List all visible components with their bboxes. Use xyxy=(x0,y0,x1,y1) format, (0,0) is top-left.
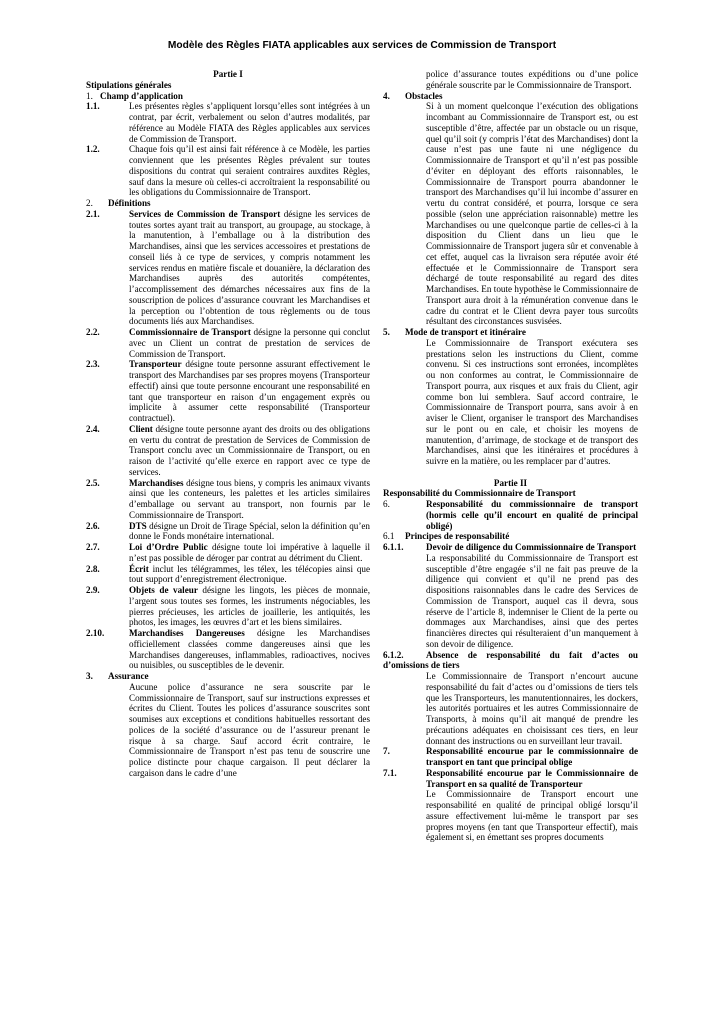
clause-number: 2.9. xyxy=(86,585,100,595)
section-3-text: Aucune police d’assurance ne sera souscrite par le Commissionnaire de Transport, sauf sur instructions expresses et écrites du Client. Toutes les polices d’assurance souscrites sont soumises aux exceptions et conditions habituelles ressortant des polices de la société d’assurance ou de l’assureur prenant le risque à sa charge. Sauf accord écrit contraire, le Commissionnaire de Transport n’est pas tenu de souscrire une police distincte pour chaque cargaison. Il peut déclarer la cargaison dans le cadre d’une xyxy=(129,681,370,778)
section-6 xyxy=(383,499,638,531)
section-6-1 xyxy=(383,531,638,542)
clause-number: 2.5. xyxy=(86,477,100,488)
definition-2-2 xyxy=(86,327,370,359)
section-4-text: Si à un moment quelconque l’exécution des obligations incombant au Commissionnaire de Transport est, ou est susceptible d’être, affectée par un obstacle ou un risque, quel qu’il soit (y compris l’état des Marchandises) dont la cause n’est pas une faute ni une négligence du Commissionnaire de Transport et qu’il n’est pas possible d’éviter en déployant des efforts raisonnables, le Commissionnaire de Transport pourra abandonner le transport des Marchandises qu’il lui incombe d’assurer en vertu du contrat considéré, et pourra, lorsque ce sera possible (selon une appréciation raisonnable) mettre les Marchandises ou une quelconque partie de celles-ci à la disposition du Client dans un lieu que le Commissionnaire de Transport jugera sûr et convenable à cet effet, auquel cas la livraison sera réputée avoir été effectuée et le Commissionnaire de Transport sera déchargé de toute responsabilité au regard des dites Marchandises. En toute hypothèse le Commissionnaire de Transport aura droit à la rémunération convenue dans le cadre du contrat et le Client devra payer tous surcoûts résultant des circonstances susvisées. xyxy=(426,101,638,327)
clause-number: 1.1. xyxy=(86,101,100,112)
section-label: Absence de responsabilité du fait d’actes ou d’omissions de tiers xyxy=(383,649,638,671)
defined-term: Marchandises Dangereuses xyxy=(129,628,245,638)
clause-text: désigne toute loi impérative à laquelle il n’est pas possible de déroger par contrat au détriment du Client. xyxy=(129,542,370,563)
section-4 xyxy=(383,91,638,102)
clause-number: 2.1. xyxy=(86,208,100,219)
section-heading: Stipulations générales xyxy=(86,79,172,90)
defined-term: Loi d’Ordre Public xyxy=(129,542,208,552)
definition-2-9 xyxy=(86,585,370,628)
section-7-1 xyxy=(383,768,638,790)
clause-number: 2.3. xyxy=(86,359,100,370)
clause-text: désigne la personne qui conclut avec un Client un contrat de prestation de services de Commission de Transport. xyxy=(129,327,371,359)
section-6-1-1-text: La responsabilité du Commissionnaire de Transport est susceptible d’être engagée s’il ne fait pas preuve de la diligence qui convient et qu’il ne prend pas des dispositions raisonnables dans le cadre des Services de Commission de Transport, auquel cas il devra, sous réserve de l’article 8, indemniser le Client de la perte ou dommages aux Marchandises, ainsi que des pertes financières directes qui résulteraient d’un manquement à son devoir de diligence. xyxy=(426,552,638,649)
clause-text: désigne toute personne ayant des droits ou des obligations en vertu du contrat de prestation de Services de Commission de Transport conclu avec un Commissionnaire de Transport, ou en raison de l’activité qu’elle exerce en rapport avec ce type de services. xyxy=(129,423,370,477)
clause-number: 2.7. xyxy=(86,542,100,552)
section-label: Obstacles xyxy=(405,90,443,101)
section-number: 1. xyxy=(86,90,93,101)
section-2 xyxy=(86,198,370,209)
section-label: Assurance xyxy=(108,671,149,681)
clause-text: désigne un Droit de Tirage Spécial, selon la définition qu’en donne le Fonds monétaire international. xyxy=(129,520,370,542)
section-number: 4. xyxy=(383,90,390,101)
definition-2-4 xyxy=(86,424,370,478)
section-number: 2. xyxy=(86,198,93,208)
clause-text: désigne les services de toutes sortes ayant trait au transport, au groupage, au stockage, à la manutention, à l’emballage ou à la distribution des Marchandises, ainsi que les services accessoires et prestations de conseil liés à ce type de services, y compris notamment les services rendus en matière fiscale et douanière, la déclaration des Marchandises auprès des autorités compétentes, l’accomplissement des démarches nécessaires aux fins de la souscription de polices d’assurance couvrant les Marchandises et la perception ou l’obtention de tous règlements ou de tous documents liés aux Marchandises. xyxy=(129,208,370,327)
section-label: Définitions xyxy=(108,198,151,208)
section-label: Responsabilité encourue par le Commissionnaire de Transport en sa qualité de Transporteur xyxy=(426,767,638,789)
clause-number: 2.8. xyxy=(86,563,100,574)
section-3-continued: police d’assurance toutes expéditions ou d’une police générale souscrite par le Commissionnaire de Transport. xyxy=(426,69,638,90)
clause-number: 2.10. xyxy=(86,628,105,638)
definition-2-10 xyxy=(86,628,370,671)
section-label: Responsabilité du commissionnaire de transport (hormis celle qu’il encourt en qualité de principal obligé) xyxy=(426,499,638,531)
definition-2-5 xyxy=(86,478,370,521)
defined-term: Client xyxy=(129,423,153,434)
section-5-text: Le Commissionnaire de Transport exécutera ses prestations selon les instructions du Client, comme convenu. Si ces instructions sont erronées, incomplètes ou non conformes au contrat, le Commissionnaire de Transport pourra, aux risques et aux frais du Client, agir comme bon lui semblera. Sauf accord contraire, le Commissionnaire de Transport pourra, sans avoir à en aviser le Client, organiser le transport des Marchandises sur le pont ou en cale, et choisir les moyens de manutention, d’arrimage, de stockage et de transport des Marchandises, ainsi que les itinéraires et procédures à suivre en la matière, ou les remplacer par d’autres. xyxy=(426,337,638,466)
part-heading: Partie I xyxy=(213,69,243,79)
definition-2-6 xyxy=(86,521,370,543)
clause-text: inclut les télégrammes, les télex, les télécopies ainsi que tout support d’enregistrement électronique. xyxy=(129,563,370,585)
clause-1-1 xyxy=(86,101,370,144)
section-number: 7. xyxy=(383,746,390,757)
section-number: 7.1. xyxy=(383,767,397,778)
clause-text: Les présentes règles s’appliquent lorsqu’elles sont intégrées à un contrat, par écrit, verbalement ou selon d’autres modalités, par référence au Modèle FIATA des Règles applicables aux services de Commission de Transport. xyxy=(129,101,370,144)
document-title: Modèle des Règles FIATA applicables aux services de Commission de Transport xyxy=(167,40,557,51)
defined-term: Objets de valeur xyxy=(129,585,198,595)
part-heading: Partie II xyxy=(493,477,528,488)
section-7 xyxy=(383,746,638,768)
right-column xyxy=(383,69,638,843)
clause-1-2 xyxy=(86,144,370,198)
clause-number: 1.2. xyxy=(86,144,100,155)
section-6-1-1 xyxy=(383,542,638,553)
clause-number: 2.4. xyxy=(86,423,100,434)
definition-2-8 xyxy=(86,564,370,586)
section-label: Champ d’application xyxy=(100,90,183,101)
clause-text: désigne toute personne assurant effectivement le transport des Marchandises par ses propres moyens (Transporteur effectif) ainsi que toute personne encourant une responsabilité en tant que transporteur en raison d’un engagement exprès ou implicite à assumer cette responsabilité (Transporteur contractuel). xyxy=(129,359,370,423)
section-5 xyxy=(383,327,638,338)
section-number: 5. xyxy=(383,327,390,337)
section-number: 6.1.1. xyxy=(383,542,404,552)
clause-text: désigne les lingots, les pièces de monnaie, l’argent sous toutes ses formes, les instruments négociables, les pierres précieuses, les articles de joaillerie, les antiquités, les photos, les images, les œuvres d’art et les biens similaires. xyxy=(129,585,371,628)
section-3 xyxy=(86,671,370,682)
section-7-1-text: Le Commissionnaire de Transport encourt une responsabilité en qualité de principal obligé lorsqu’il assure effectivement lui-même le transport par ses propres moyens (en tant que Transporteur effectif), mais également si, en émettant ses propres documents xyxy=(426,789,638,843)
section-label: Principes de responsabilité xyxy=(405,531,510,542)
section-6-1-2 xyxy=(383,650,638,672)
definition-2-7 xyxy=(86,542,370,564)
defined-term: Marchandises xyxy=(129,477,184,488)
clause-number: 2.6. xyxy=(86,520,100,531)
section-label: Responsabilité encourue par le commissionnaire de transport en tant que principal oblige xyxy=(426,746,638,767)
section-number: 6. xyxy=(383,499,390,509)
section-heading: Responsabilité du Commissionnaire de Transport xyxy=(383,488,576,499)
section-number: 6.1 xyxy=(383,531,395,542)
defined-term: Commissionnaire de Transport xyxy=(129,327,251,337)
section-label: Mode de transport et itinéraire xyxy=(405,327,526,337)
section-number: 3. xyxy=(86,671,93,681)
defined-term: Transporteur xyxy=(129,359,182,370)
defined-term: Services de Commission de Transport xyxy=(129,208,281,219)
definition-2-3 xyxy=(86,359,370,424)
defined-term: Écrit xyxy=(129,563,149,574)
section-1 xyxy=(86,91,370,102)
defined-term: DTS xyxy=(129,520,147,531)
clause-number: 2.2. xyxy=(86,327,100,337)
definition-2-1 xyxy=(86,209,370,327)
clause-text: désigne tous biens, y compris les animaux vivants ainsi que les conteneurs, les palettes et les articles similaires d’emballage ou servant au transport, non fournis par le Commissionnaire de Transport. xyxy=(129,477,370,520)
section-label: Devoir de diligence du Commissionnaire de Transport xyxy=(426,542,637,552)
clause-text: désigne les Marchandises officiellement classées comme dangereuses ainsi que les Marchandises dangereuses, inflammables, radioactives, nocives ou nuisibles, ou susceptibles de le devenir. xyxy=(129,628,370,671)
section-6-1-2-text: Le Commissionnaire de Transport n’encourt aucune responsabilité du fait d’actes ou d’omissions de tiers tels que les Transporteurs, les manutentionnaires, les dockers, les autorités portuaires et les autres Commissionnaire de Transports, à moins qu’il ait manqué de prendre les précautions adéquates en choisissant ces tiers, en leur donnant des instructions ou en surveillant leur travail. xyxy=(426,671,638,746)
clause-text: Chaque fois qu’il est ainsi fait référence à ce Modèle, les parties conviennent que les présentes Règles prévalent sur toutes dispositions du contrat qui seraient contraires auxdites Règles, sauf dans la mesure où celles-ci accroîtraient la responsabilité ou les obligations du Commissionnaire de Transport. xyxy=(129,144,370,198)
section-number: 6.1.2. xyxy=(383,649,404,660)
left-column xyxy=(86,69,370,779)
